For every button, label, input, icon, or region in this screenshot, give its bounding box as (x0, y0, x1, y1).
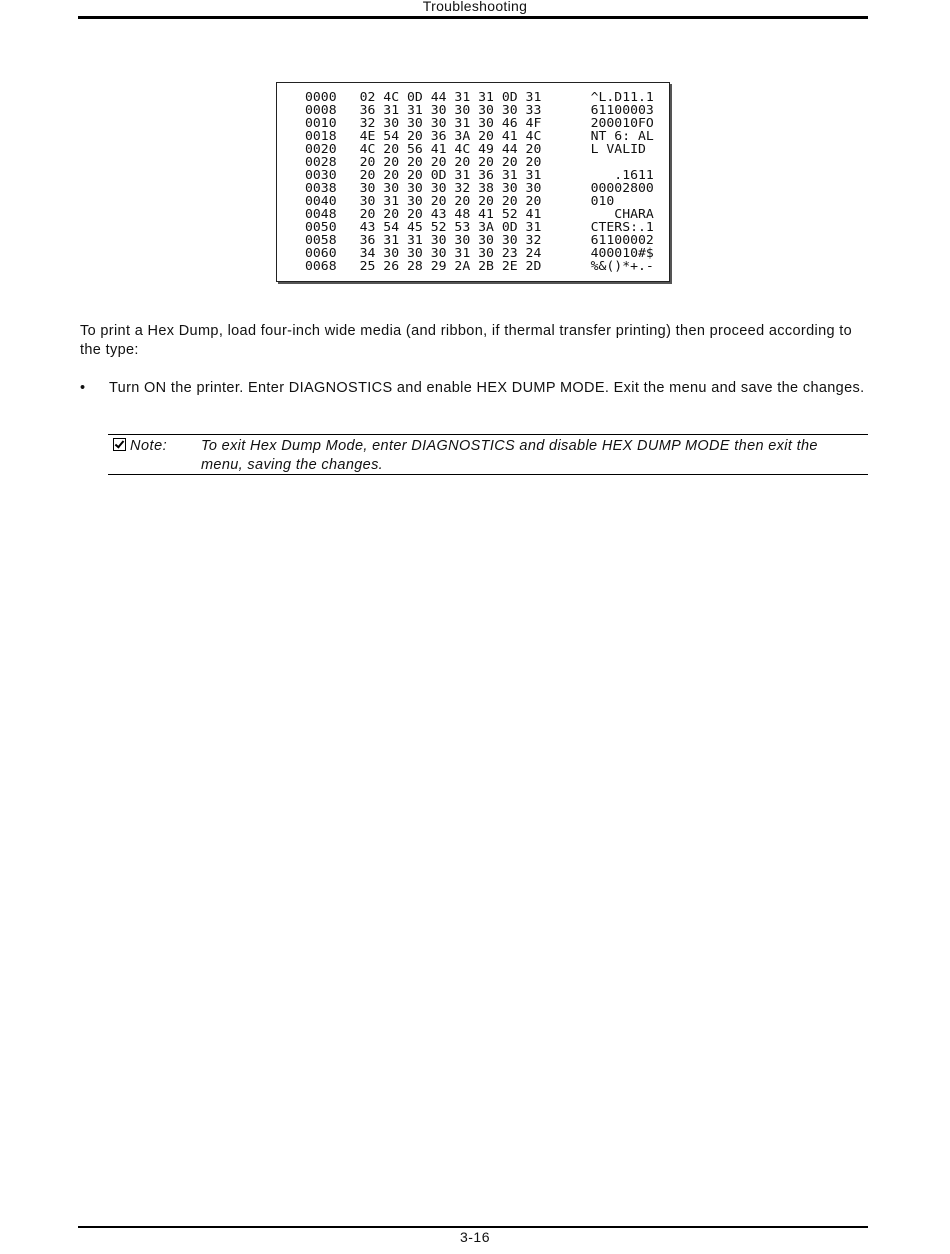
hex-ascii: %&()*+.- (590, 258, 654, 273)
hex-address: 0028 (305, 154, 337, 169)
hex-address: 0020 (305, 141, 337, 156)
hex-ascii: 010 (590, 193, 654, 208)
hex-bytes: 02 4C 0D 44 31 31 0D 31 (359, 89, 542, 104)
hex-bytes: 36 31 31 30 30 30 30 32 (359, 232, 542, 247)
hex-address: 0048 (305, 206, 337, 221)
bullet-icon: • (80, 380, 86, 396)
hex-ascii: 00002800 (590, 180, 654, 195)
intro-paragraph: To print a Hex Dump, load four-inch wide media (and ribbon, if thermal transfer printing) then proceed according to the type: (80, 323, 853, 358)
hex-address: 0040 (305, 193, 337, 208)
hex-address: 0060 (305, 245, 337, 260)
hex-bytes: 20 20 20 43 48 41 52 41 (359, 206, 542, 221)
footer-rule (78, 1226, 868, 1228)
hex-bytes: 20 20 20 0D 31 36 31 31 (359, 167, 542, 182)
hex-bytes: 4E 54 20 36 3A 20 41 4C (359, 128, 542, 143)
hex-address: 0000 (305, 89, 337, 104)
hex-bytes: 25 26 28 29 2A 2B 2E 2D (359, 258, 542, 273)
checkbox-icon (113, 438, 126, 451)
hex-ascii: 61100002 (590, 232, 654, 247)
hex-bytes: 30 31 30 20 20 20 20 20 (359, 193, 542, 208)
hex-bytes: 43 54 45 52 53 3A 0D 31 (359, 219, 542, 234)
header-rule (78, 16, 868, 19)
note-text: To exit Hex Dump Mode, enter DIAGNOSTICS and disable HEX DUMP MODE then exit the menu, saving the changes. (201, 438, 818, 473)
hex-ascii: L VALID (590, 141, 654, 156)
hex-bytes: 32 30 30 30 31 30 46 4F (359, 115, 542, 130)
hex-ascii: 400010#$ (590, 245, 654, 260)
hex-address: 0038 (305, 180, 337, 195)
hex-ascii: CTERS:.1 (590, 219, 654, 234)
hex-ascii: CHARA (590, 206, 654, 221)
hex-bytes: 4C 20 56 41 4C 49 44 20 (359, 141, 542, 156)
note-rule-bottom (108, 474, 868, 475)
hex-address: 0030 (305, 167, 337, 182)
hex-address: 0050 (305, 219, 337, 234)
hex-address: 0008 (305, 102, 337, 117)
hex-bytes: 34 30 30 30 31 30 23 24 (359, 245, 542, 260)
bullet-text: Turn ON the printer. Enter DIAGNOSTICS and enable HEX DUMP MODE. Exit the menu and save the changes. (109, 380, 865, 396)
hex-ascii: NT 6: AL (590, 128, 654, 143)
page-header-title: Troubleshooting (422, 0, 528, 14)
hex-ascii: .1611 (590, 167, 654, 182)
hex-address: 0018 (305, 128, 337, 143)
hex-dump-row (305, 259, 675, 272)
page-number: 3-16 (459, 1229, 491, 1245)
hex-address: 0058 (305, 232, 337, 247)
note-rule-top (108, 434, 868, 435)
hex-ascii: 61100003 (590, 102, 654, 117)
hex-bytes: 36 31 31 30 30 30 30 33 (359, 102, 542, 117)
hex-dump-rows (305, 90, 657, 272)
hex-ascii: 200010FO (590, 115, 654, 130)
hex-bytes: 30 30 30 30 32 38 30 30 (359, 180, 542, 195)
note-label (113, 437, 167, 456)
hex-dump-sample (276, 82, 670, 282)
hex-address: 0010 (305, 115, 337, 130)
note-label-text: Note: (130, 438, 168, 454)
hex-ascii: ^L.D11.1 (590, 89, 654, 104)
hex-bytes: 20 20 20 20 20 20 20 20 (359, 154, 542, 169)
hex-address: 0068 (305, 258, 337, 273)
